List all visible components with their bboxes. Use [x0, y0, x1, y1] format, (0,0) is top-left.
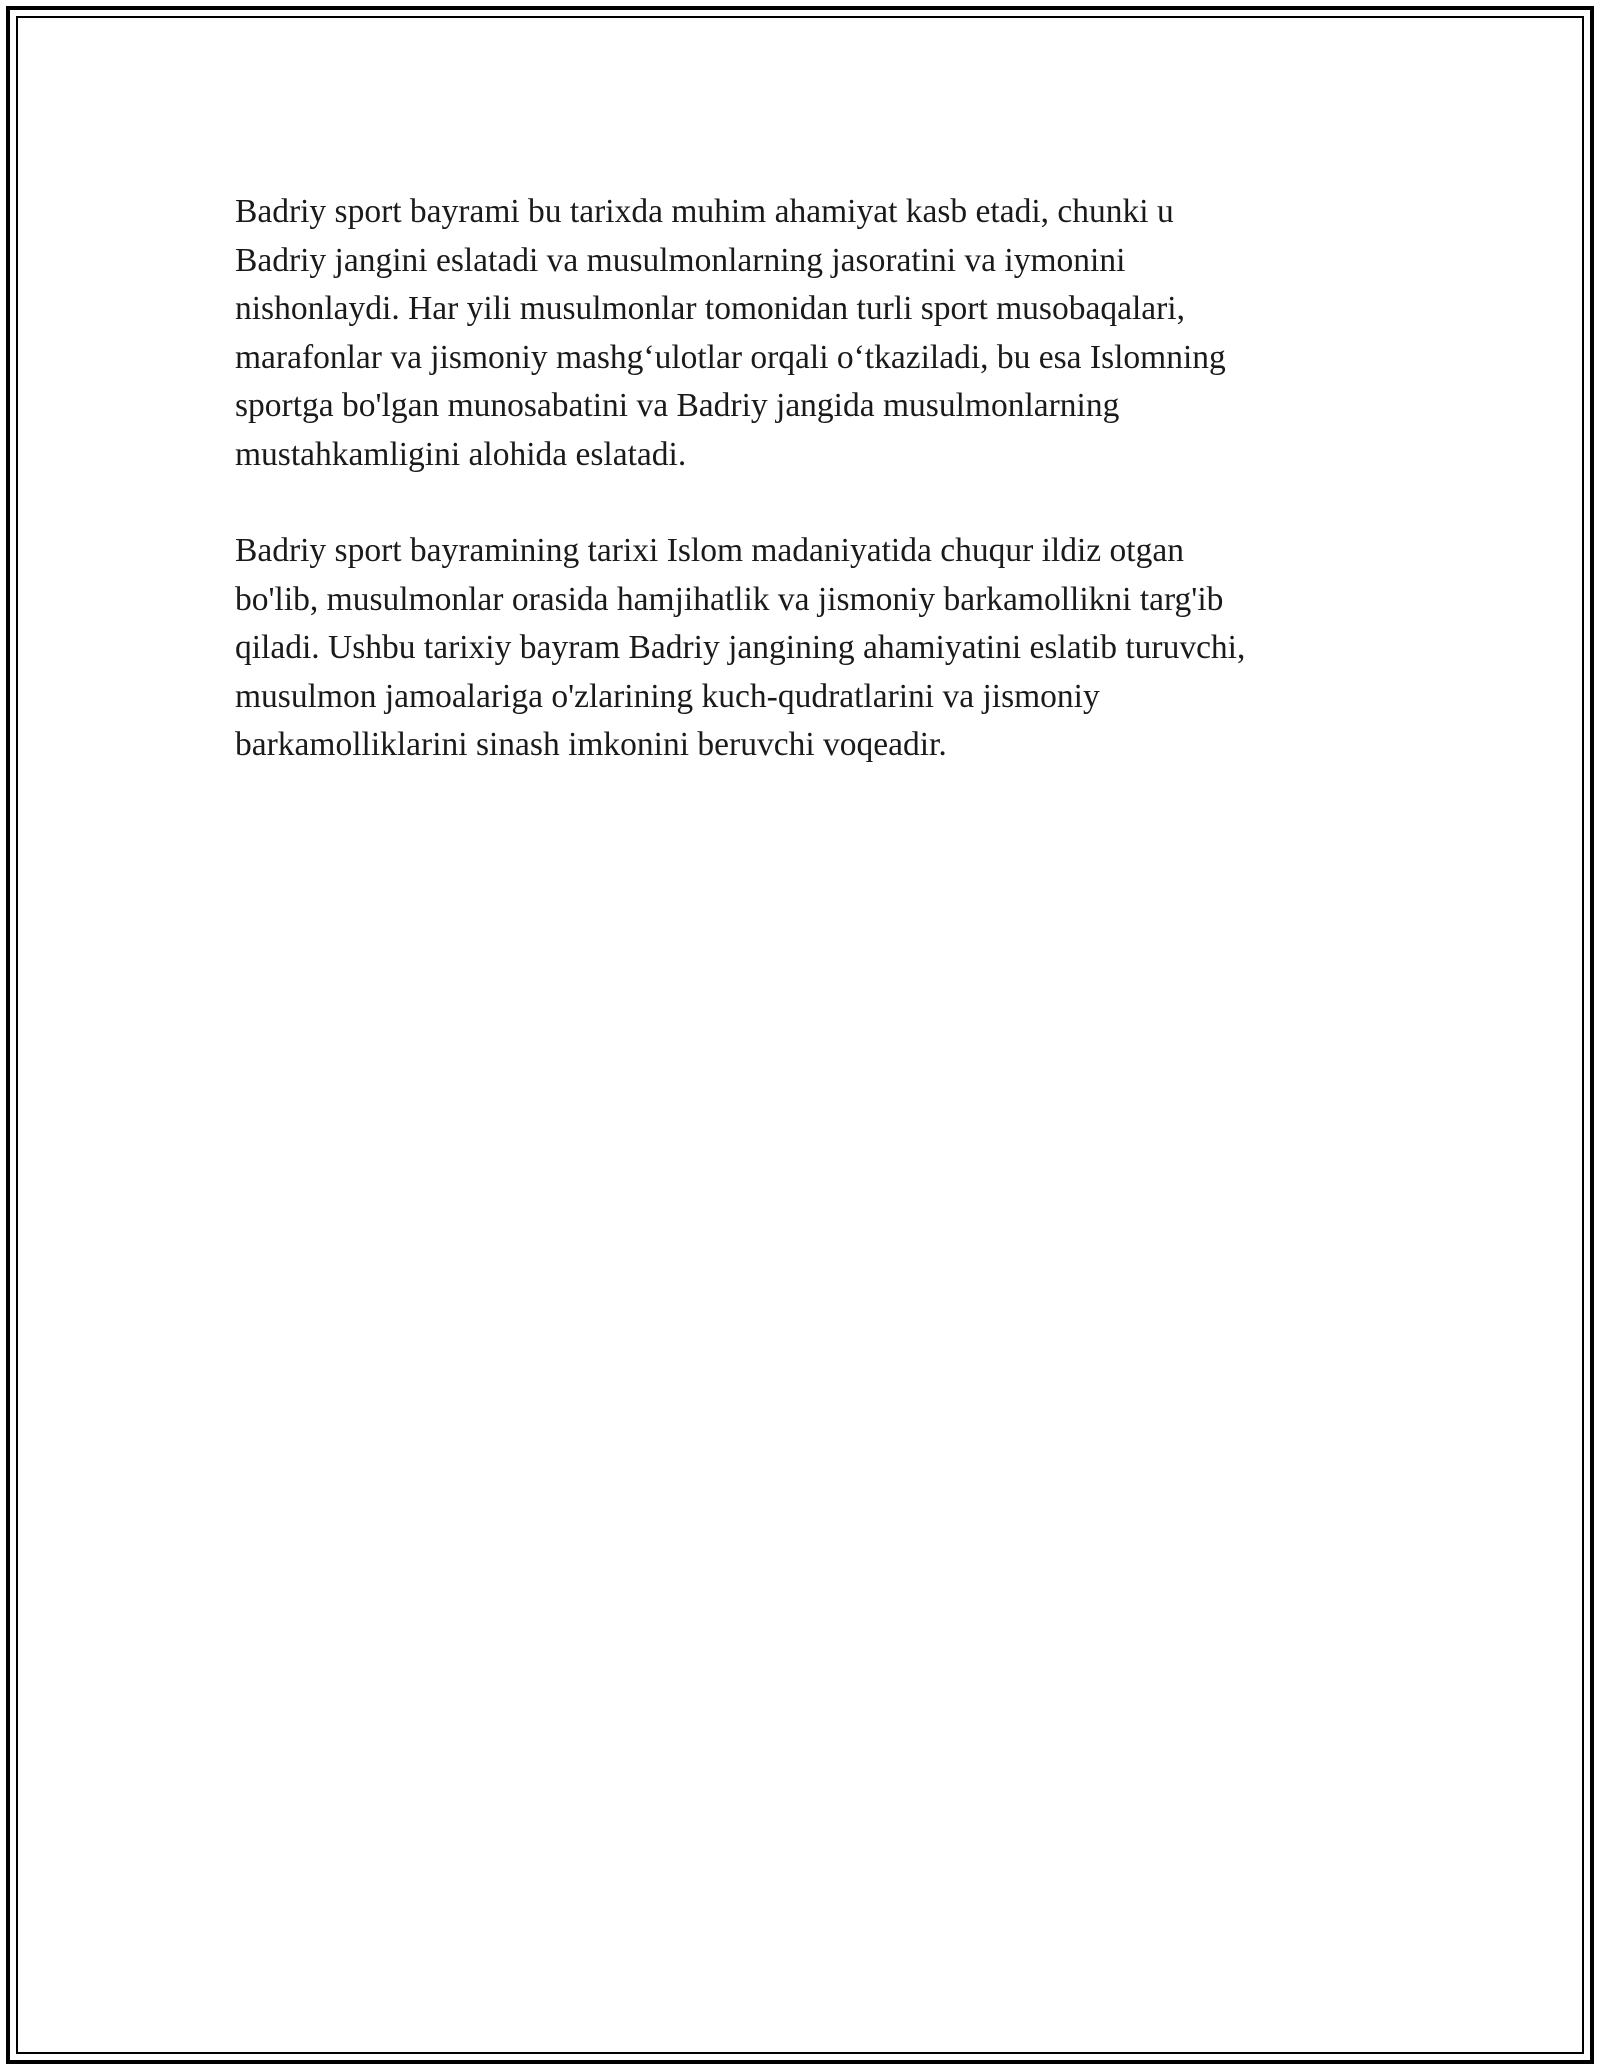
paragraph-line: mustahkamligini alohida eslatadi. — [235, 435, 687, 473]
paragraph-line: Badriy sport bayramining tarixi Islom madaniyatida chuqur ildiz otgan — [235, 532, 1184, 569]
document-body — [235, 188, 1365, 770]
paragraph-line: Badriy sport bayrami bu tarixda muhim ahamiyat kasb etadi, chunki u — [235, 193, 1174, 230]
paragraph-line: sportga bo'lgan munosabatini va Badriy jangida musulmonlarning — [235, 387, 1120, 424]
paragraph-line: marafonlar va jismoniy mashg‘ulotlar orqali o‘tkaziladi, bu esa Islomning — [235, 338, 1226, 376]
paragraph-2 — [235, 527, 1365, 770]
paragraph-line: bo'lib, musulmonlar orasida hamjihatlik va jismoniy barkamollikni targ'ib — [235, 580, 1224, 618]
paragraph-1 — [235, 188, 1365, 479]
paragraph-line: nishonlaydi. Har yili musulmonlar tomonidan turli sport musobaqalari, — [235, 290, 1185, 327]
paragraph-line: qiladi. Ushbu tarixiy bayram Badriy jangining ahamiyatini eslatib turuvchi, — [235, 629, 1246, 666]
paragraph-line: musulmon jamoalariga o'zlarining kuch-qudratlarini va jismoniy — [235, 677, 1100, 715]
paragraph-line: Badriy jangini eslatadi va musulmonlarning jasoratini va iymonini — [235, 241, 1126, 279]
paragraph-line: barkamolliklarini sinash imkonini beruvchi voqeadir. — [235, 726, 947, 763]
